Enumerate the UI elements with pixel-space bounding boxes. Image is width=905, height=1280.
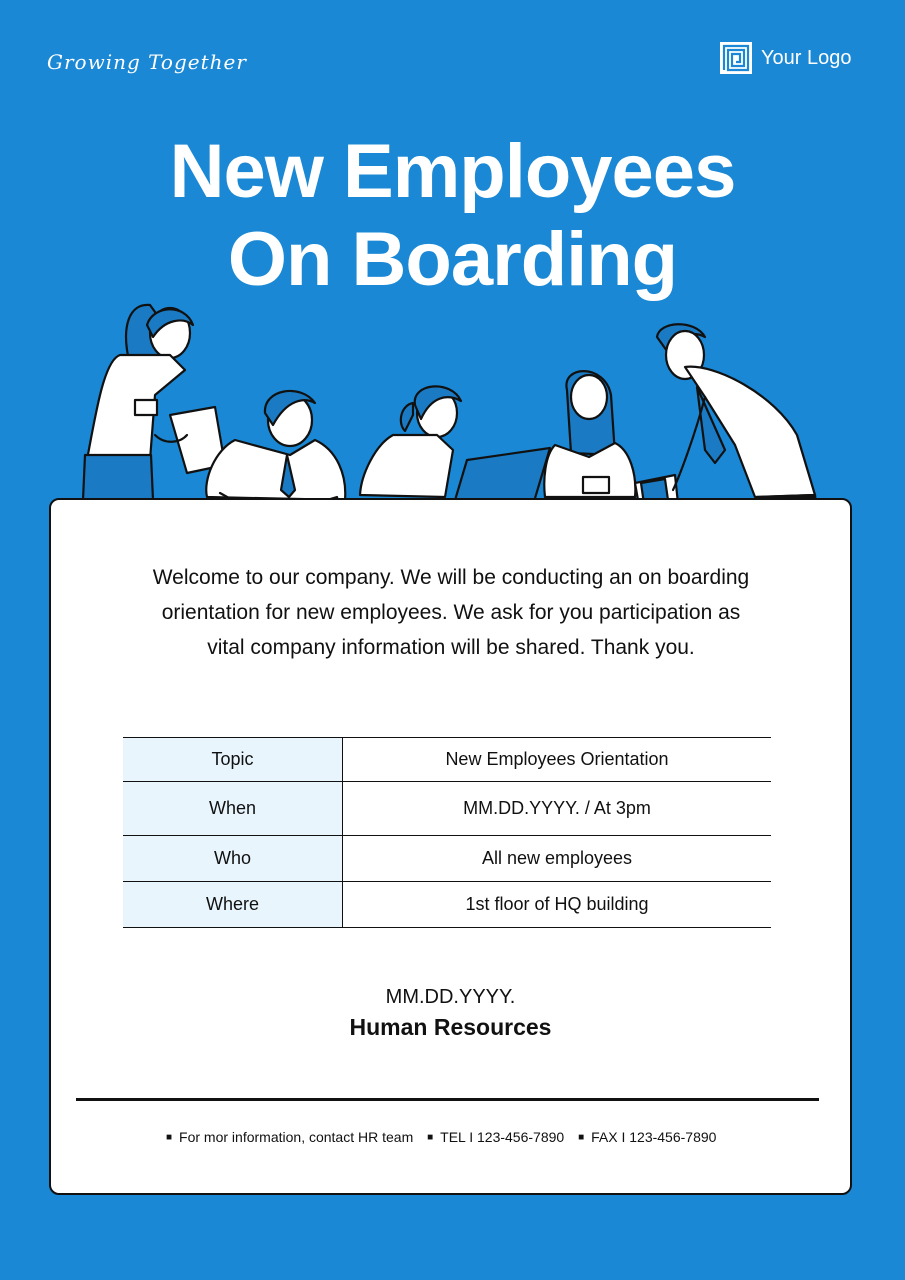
contact-fax: FAX I 123-456-7890: [591, 1129, 717, 1145]
bullet-icon: ■: [166, 1132, 173, 1143]
contact-info: For mor information, contact HR team: [179, 1129, 414, 1145]
row-label: When: [123, 782, 343, 836]
contact-line: [166, 1129, 726, 1145]
row-value: New Employees Orientation: [343, 738, 772, 782]
row-value: 1st floor of HQ building: [343, 882, 772, 928]
details-table: [123, 737, 771, 928]
row-label: Topic: [123, 738, 343, 782]
team-meeting-illustration: [75, 285, 835, 525]
logo-text: Your Logo: [761, 46, 852, 69]
contact-tel: TEL I 123-456-7890: [440, 1129, 565, 1145]
row-label: Where: [123, 882, 343, 928]
intro-paragraph: Welcome to our company. We will be conducting an on boarding orientation for new employees. We ask for you participation as vital company information will be shared. Thank you.: [152, 566, 750, 659]
title-line-1: New Employees: [169, 129, 736, 214]
bullet-icon: ■: [427, 1132, 434, 1143]
table-row: [123, 882, 771, 928]
logo: [720, 42, 851, 74]
row-value: All new employees: [343, 836, 772, 882]
logo-icon: [720, 42, 752, 74]
row-value: MM.DD.YYYY. / At 3pm: [343, 782, 772, 836]
tagline: Growing Together: [47, 50, 247, 74]
title-line-2: On Boarding: [227, 217, 678, 302]
row-label: Who: [123, 836, 343, 882]
page-title: [0, 128, 905, 304]
divider: [76, 1098, 819, 1101]
footer-date: MM.DD.YYYY.: [385, 986, 516, 1008]
bullet-icon: ■: [578, 1132, 585, 1143]
footer-organization: Human Resources: [349, 1014, 552, 1040]
table-row: [123, 738, 771, 782]
table-row: [123, 836, 771, 882]
table-row: [123, 782, 771, 836]
info-card: [49, 498, 852, 1195]
